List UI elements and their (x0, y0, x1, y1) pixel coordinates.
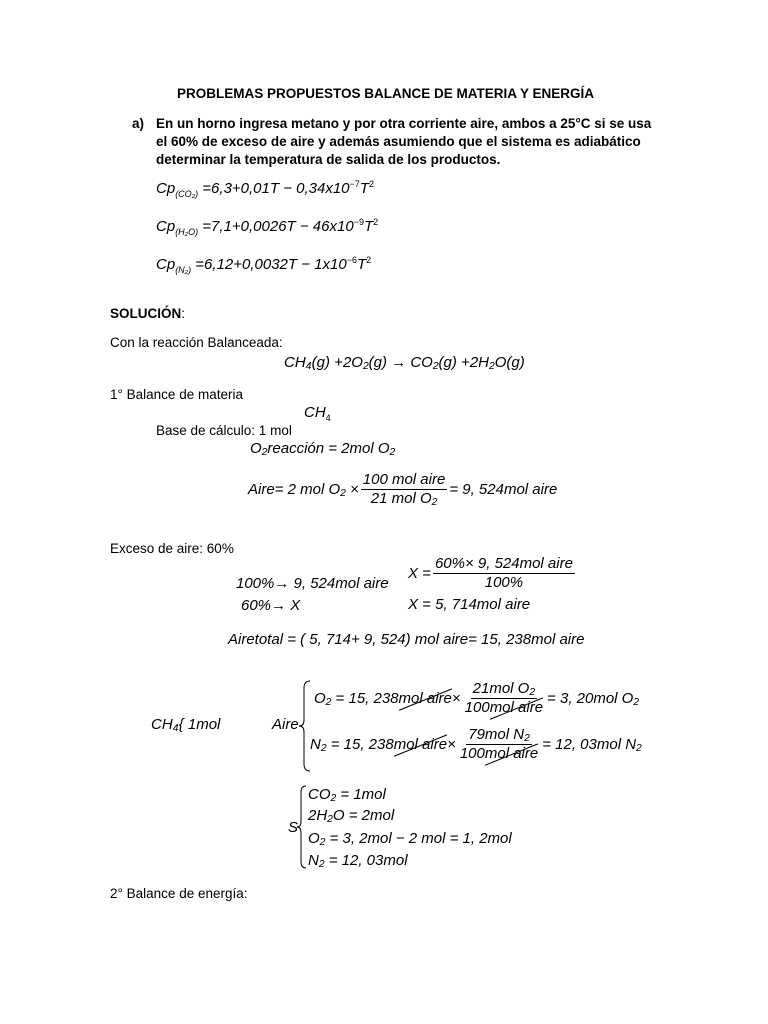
aire-total: Airetotal = ( 5, 714+ 9, 524) mol aire= 15, 238mol aire (228, 631, 585, 648)
ch4-one-mol: CH₄{ 1mol (151, 716, 221, 733)
o2-from-air: O₂ = 15, 238 mol aire × $\frac{\text{21mol O₂}}{\text{100mol aire}}$ = 3, 20mol O₂ (314, 680, 640, 716)
problem-line-3: determinar la temperatura de salida de los productos. (156, 152, 501, 167)
reaction-equation: CH₄(g) +2O₂(g) → CO₂(g) +2H₂O(g) (284, 354, 525, 371)
product-n2: N₂ = 12, 03mol (308, 852, 408, 869)
product-o2: O₂ = 3, 2mol − 2 mol = 1, 2mol (308, 830, 512, 847)
aire-label: Aire (272, 716, 299, 733)
aire-calculation: Aire= 2 mol O₂ × $\frac{\text{100 mol aire}}{\text{21 mol O₂}}$ = 9, 524mol aire (248, 471, 558, 507)
balance-energia-heading: 2° Balance de energía: (110, 886, 248, 901)
x-result: X = 5, 714mol aire (408, 596, 531, 613)
base-calculo: Base de cálculo: 1 mol (156, 423, 292, 438)
s-brace (296, 785, 308, 869)
solution-heading: SOLUCIÓN: (110, 306, 186, 321)
product-co2: CO₂ = 1mol (308, 786, 386, 803)
cp-equation-n2: $Cp_{(N_2)} =6,12+0,0032T - 1x10^{-6}T^2$ (156, 255, 372, 275)
cp-equation-co2: $Cp_{(CO_2)} =6,3+0,01T - 0,34x10^{-7}T^2$ (156, 179, 374, 199)
rule-line-2: 60%→ X (241, 597, 301, 614)
problem-line-2: el 60% de exceso de aire y además asumiendo que el sistema es adiabático (156, 134, 641, 149)
problem-line-1: En un horno ingresa metano y por otra corriente aire, ambos a 25°C si se usa (156, 116, 652, 131)
ch4-label: $CH_4$ (304, 404, 331, 423)
reaction-intro: Con la reacción Balanceada: (110, 335, 283, 350)
n2-from-air: N₂ = 15, 238 mol aire × $\frac{\text{79mol N₂}}{\text{100mol aire}}$ = 12, 03mol N₂ (310, 726, 642, 762)
x-calculation: X = $\frac{\text{60\%× 9, 524mol aire}}{100\%}$ (408, 555, 573, 591)
rule-line-1: 100%→ 9, 524mol aire (236, 575, 389, 592)
exceso-aire: Exceso de aire: 60% (110, 541, 234, 556)
product-h2o: 2H₂O = 2mol (308, 807, 395, 824)
s-label: S (288, 819, 299, 836)
balance-materia-heading: 1° Balance de materia (110, 387, 243, 402)
o2-reaction: O₂reacción = 2mol O₂ (250, 440, 396, 457)
page-title: PROBLEMAS PROPUESTOS BALANCE DE MATERIA Y ENERGÍA (177, 86, 595, 101)
problem-label: a) (132, 116, 145, 131)
cp-equation-h2o: $Cp_{(H_2O)} =7,1+0,0026T - 46x10^{-9}T^2$ (156, 217, 379, 237)
